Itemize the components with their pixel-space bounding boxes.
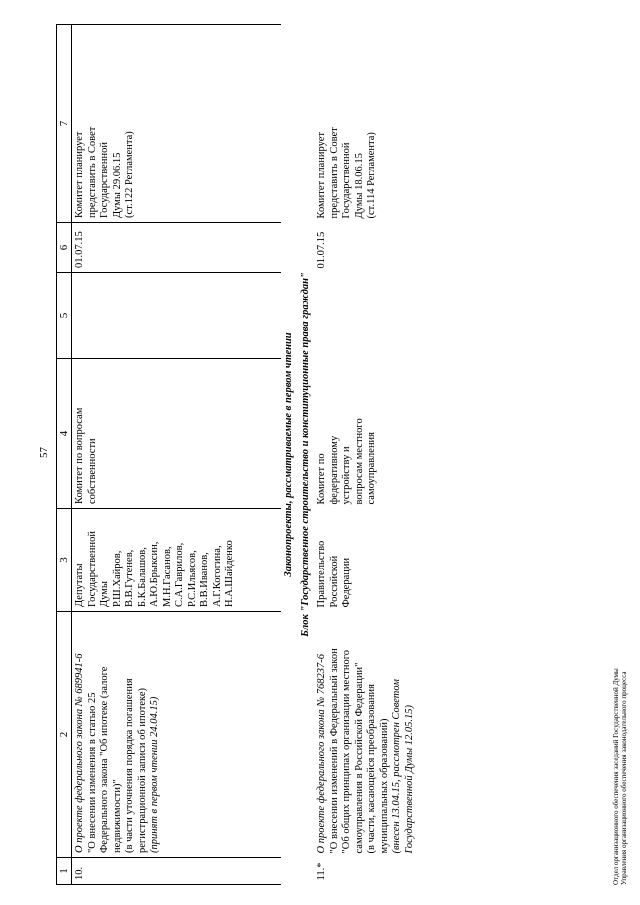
note-line: Комитет планирует [74,131,85,218]
bill-line: (принят в первом чтении 24.04.15) [149,696,160,853]
initiator-line: Федерации [341,557,352,608]
row-number: 10. [72,858,282,885]
committee-line: Комитет по вопросам [74,407,85,504]
initiator [72,509,282,612]
column-number-row [57,25,72,885]
section-title: Законопроекты, рассматриваемые в первом чтении [283,332,294,577]
footer-line: Управления организационного обеспечения законодательного процесса [620,671,628,885]
responsible-committee [314,359,418,509]
table-row [72,25,282,885]
column-5-cell [72,273,282,359]
column-header-3: 3 [57,509,72,612]
note-line: Государственной [99,142,110,218]
initiator-line: А.Г.Когогина, [211,545,223,607]
note-line: Думы 29.06.15 [111,152,123,218]
bill-line: "Об общих принципах организации местного [341,650,352,854]
initiator-line: Российской [328,555,340,608]
bill-line: Федерального закона "Об ипотеке (залоге [99,666,110,853]
committee-line: федеративному [328,435,340,505]
bill-line: О проекте федерального закона № 768237-6 [316,654,327,854]
committee-line: Комитет по [316,453,327,505]
footer [612,668,628,885]
block-title: Блок "Государственное строительство и конституционные права граждан" [299,272,311,637]
initiator-line: Думы [99,581,110,607]
bill-line: (в части, касающейся преобразования [366,684,377,854]
date-cell: 01.07.15 [316,231,327,269]
bill-line: муниципальных образований) [378,718,390,854]
note-line: представить в Совет [328,127,340,219]
bill-line: "О внесении изменений в Федеральный закон [328,648,340,854]
initiator-line: Правительство [316,540,327,608]
committee-line: собственности [86,438,98,504]
initiator-line: Депутаты [74,563,85,607]
initiator-line: М.Н.Гасанов, [161,546,173,607]
committee-line: вопросам местного [353,418,365,505]
column-header-5: 5 [57,273,72,359]
initiator-line: Р.Ш.Хайров, [111,550,123,607]
responsible-committee [72,359,282,509]
bill-line: (в части уточнения порядка погашения [124,678,135,853]
bill-line: самоуправления в Российской Федерации" [353,662,365,854]
note-line: (ст.114 Регламента) [366,132,377,219]
section-heading-row [281,25,298,885]
initiator-line: Б.К.Балашов, [136,547,148,607]
bill-description [72,612,282,858]
note-line: Комитет планирует [316,132,327,219]
initiator-line: С.А.Гаврилов, [174,542,185,607]
committee-line: самоуправления [366,431,377,505]
column-5-cell [314,273,418,359]
note-cell [72,25,282,223]
committee-line: устройству и [341,446,352,505]
page-number: 57 [38,447,50,458]
date-cell: 01.07.15 [72,223,282,273]
bill-line: недвижимости)" [111,779,123,853]
initiator-line: В.В.Иванов, [199,552,210,607]
note-line: представить в Совет [86,126,98,218]
bill-line: Государственной Думы 12.05.15) [403,705,415,854]
bill-line: регистрационной записи об ипотеке) [136,688,148,853]
column-header-4: 4 [57,359,72,509]
footer-line: Отдел организационного обеспечения заседаний Государственной Думы [612,668,620,885]
column-header-6: 6 [57,223,72,273]
bill-line: "О внесении изменения в статью 25 [86,692,98,853]
block-heading-row [298,25,315,885]
table-row [314,25,418,885]
column-header-2: 2 [57,612,72,858]
column-header-7: 7 [57,25,72,223]
note-cell [314,25,418,223]
initiator-line: Н.А.Шайденко [224,540,235,607]
note-line: Государственной [341,142,352,219]
initiator-line: Р.С.Ильясов, [186,550,198,607]
bill-description [314,612,418,858]
initiator-line: А.Ю.Брыксин, [149,541,160,607]
column-header-1: 1 [57,858,72,885]
bill-line: (внесен 13.04.15, рассмотрен Советом [391,679,402,854]
note-line: (ст.122 Регламента) [124,131,135,218]
row-number: 11.* [316,862,327,881]
initiator [314,509,418,612]
initiator-line: В.В.Гутенев, [124,549,135,607]
agenda-table [56,24,418,885]
note-line: Думы 18.06.15 [353,153,365,219]
initiator-line: Государственной [86,531,98,607]
bill-line: О проекте федерального закона № 689941-6 [74,653,85,853]
